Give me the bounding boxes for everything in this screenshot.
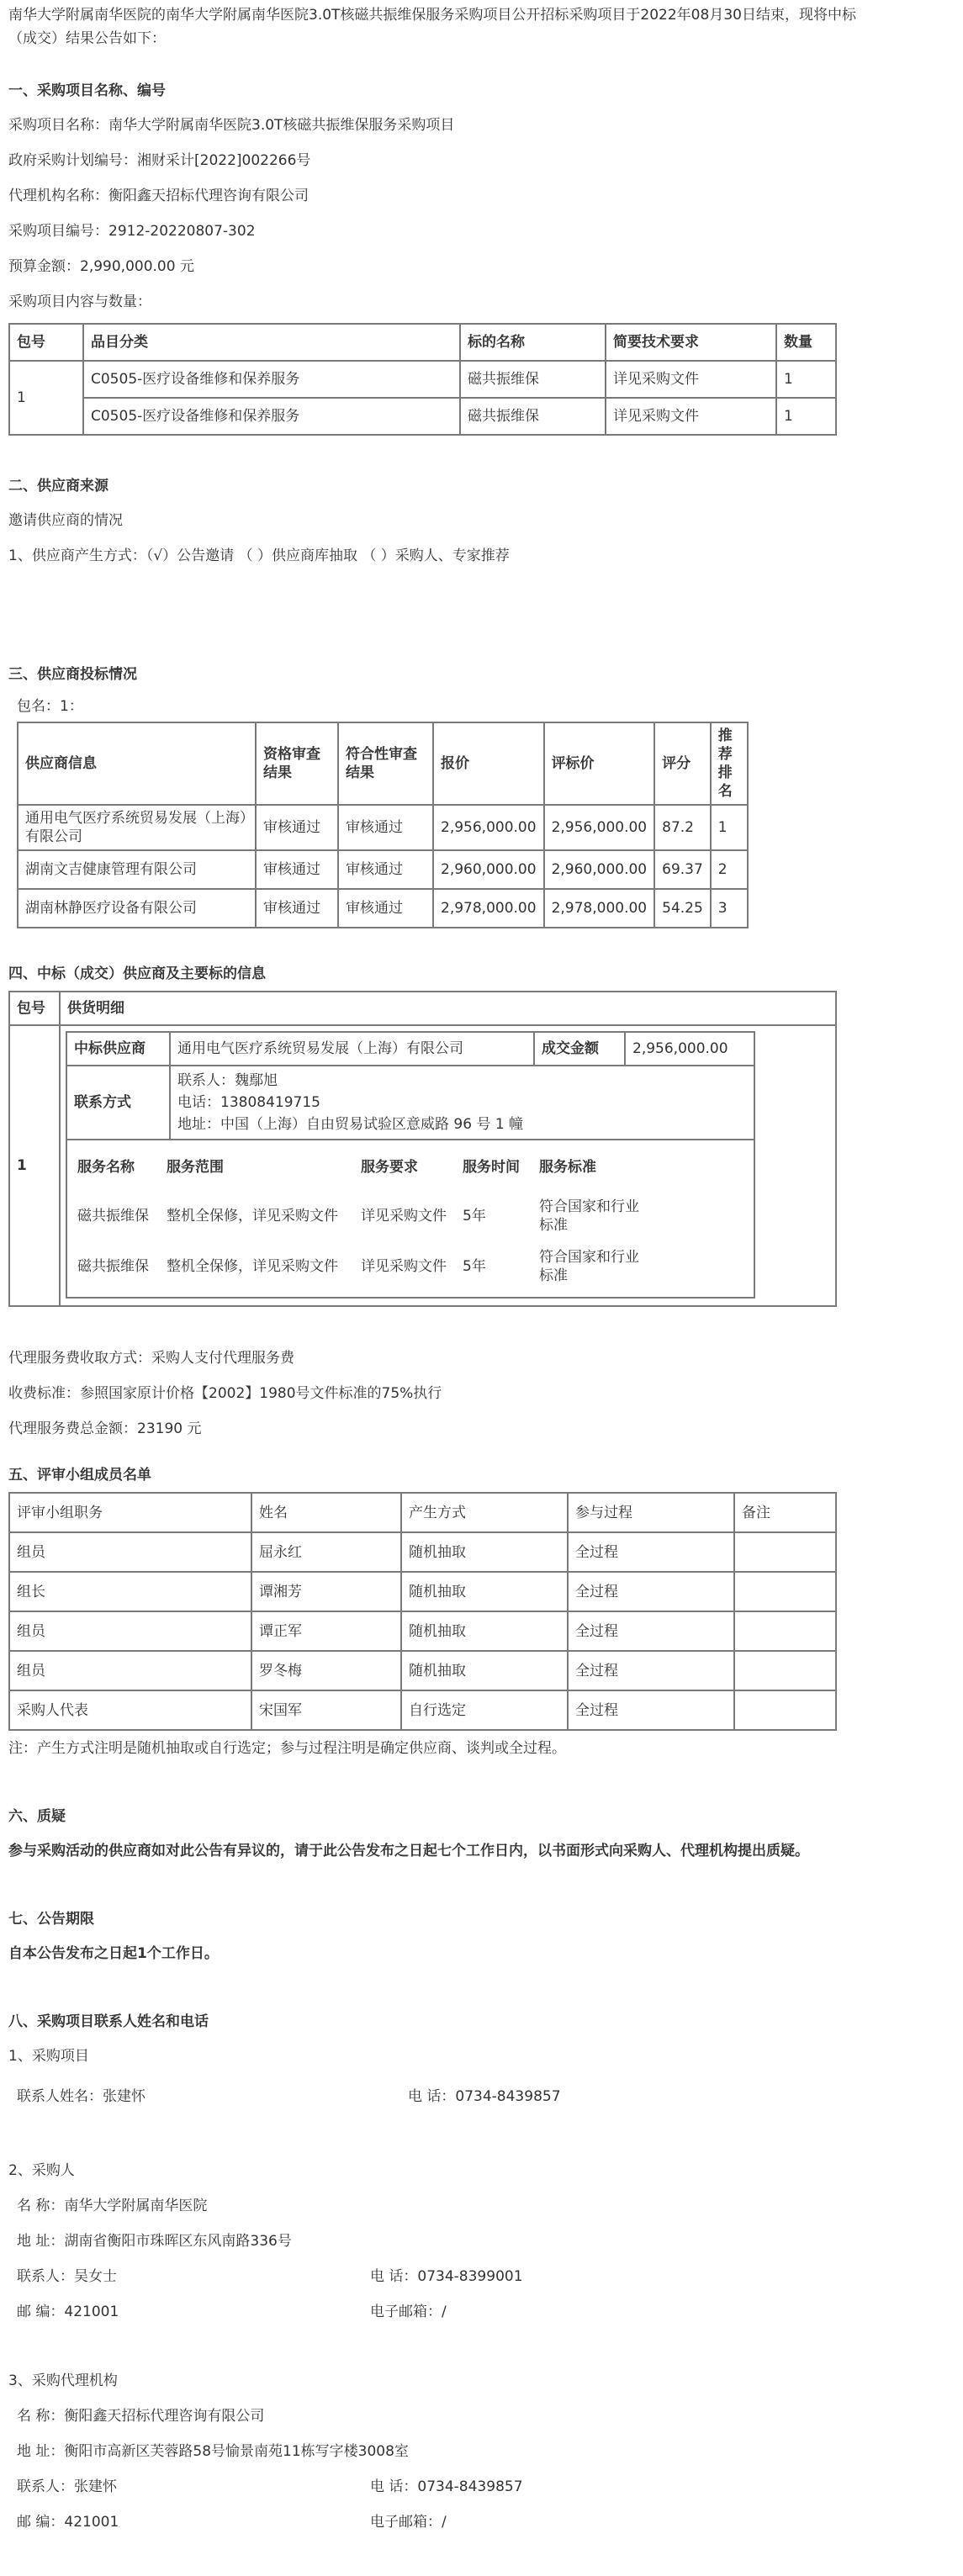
cell: 整机全保修，详见采购文件 — [167, 1208, 338, 1225]
buyer-block — [8, 2188, 955, 2330]
cell: 磁共振维保 — [77, 1208, 149, 1225]
cell: 全过程 — [568, 1611, 734, 1651]
col-conform: 符合性审查结果 — [338, 722, 433, 805]
cell: 1 — [711, 805, 748, 850]
buyer-name: 名 称：南华大学附属南华医院 — [17, 2198, 208, 2214]
table-row — [18, 805, 748, 850]
project-phone: 电 话：0734-8439857 — [408, 2088, 561, 2105]
table-row — [71, 1191, 659, 1241]
agency-name: 代理机构名称：衡阳鑫天招标代理咨询有限公司 — [8, 188, 309, 204]
cell — [734, 1611, 836, 1651]
col-pkg: 包号 — [9, 992, 60, 1025]
budget-amount: 预算金额：2,990,000.00 元 — [8, 258, 194, 275]
cell: 采购人代表 — [9, 1690, 251, 1730]
cell: 详见采购文件 — [361, 1258, 447, 1275]
buyer-zip: 邮 编：421001 — [17, 2304, 119, 2320]
agency-zip-row — [17, 2505, 955, 2540]
table-row — [66, 1032, 754, 1066]
col-method: 产生方式 — [401, 1493, 568, 1532]
cell: 审核通过 — [256, 850, 338, 889]
cell: C0505-医疗设备维修和保养服务 — [83, 398, 460, 435]
col-qty: 数量 — [776, 324, 836, 361]
contact-person: 联系人：魏鄢旭 — [177, 1072, 278, 1089]
cell: 2,956,000.00 — [544, 805, 655, 850]
panel-note: 注：产生方式注明是随机抽取或自行选定；参与过程注明是确定供应商、谈判或全过程。 — [8, 1740, 566, 1757]
table-header-row — [9, 992, 836, 1025]
table-row — [18, 889, 748, 928]
cell: 随机抽取 — [401, 1572, 568, 1611]
winner-table — [8, 991, 837, 1307]
col-eval: 评标价 — [544, 722, 655, 805]
cell: 磁共振维保 — [460, 361, 606, 398]
intro-text: 南华大学附属南华医院的南华大学附属南华医院3.0T核磁共振维保服务采购项目公开招标采购项目于2022年08月30日结束，现将中标（成交）结果公告如下： — [8, 7, 856, 47]
cell: 随机抽取 — [401, 1532, 568, 1572]
content-label: 采购项目内容与数量： — [8, 294, 151, 310]
col-pkg: 包号 — [9, 324, 83, 361]
col-score: 评分 — [654, 722, 711, 805]
col-svc-req: 服务要求 — [361, 1159, 418, 1176]
cell: 2,956,000.00 — [433, 805, 544, 850]
col-note: 备注 — [734, 1493, 836, 1532]
cell: 通用电气医疗系统贸易发展（上海）有限公司 — [18, 805, 256, 850]
table-row — [71, 1241, 659, 1292]
section-5-heading: 五、评审小组成员名单 — [8, 1467, 151, 1484]
table-row — [9, 1690, 836, 1730]
bid-table — [17, 722, 749, 928]
col-rank: 推荐排名 — [711, 722, 748, 805]
cell: 2 — [711, 850, 748, 889]
cell: 5年 — [463, 1258, 486, 1275]
pkg-cell: 1 — [9, 361, 83, 435]
cell: 组员 — [9, 1651, 251, 1690]
contact-phone: 电话：13808419715 — [177, 1094, 320, 1111]
service-cell — [66, 1140, 754, 1298]
table-row — [9, 1532, 836, 1572]
cell: 1 — [776, 361, 836, 398]
col-target: 标的名称 — [460, 324, 606, 361]
fee-standard: 收费标准：参照国家原计价格【2002】1980号文件标准的75%执行 — [8, 1385, 442, 1402]
sub-project: 1、采购项目 — [8, 2048, 89, 2065]
contact-address: 地址：中国（上海）自由贸易试验区意威路 96 号 1 幢 — [177, 1116, 524, 1133]
buyer-phone: 电 话：0734-8399001 — [370, 2268, 523, 2285]
cell: 全过程 — [568, 1651, 734, 1690]
col-svc-time: 服务时间 — [463, 1159, 520, 1176]
contact-info — [170, 1066, 754, 1140]
cell: 2,960,000.00 — [433, 850, 544, 889]
cell: 自行选定 — [401, 1690, 568, 1730]
col-svc-scope: 服务范围 — [167, 1159, 224, 1176]
project-contact: 联系人姓名：张建怀 — [17, 2088, 146, 2105]
table-row — [18, 850, 748, 889]
period-text: 自本公告发布之日起1个工作日。 — [8, 1945, 219, 1962]
agency-phone: 电 话：0734-8439857 — [370, 2478, 523, 2495]
col-supplier: 供应商信息 — [18, 722, 256, 805]
fee-total: 代理服务费总金额：23190 元 — [8, 1420, 202, 1437]
agency-contact: 联系人：张建怀 — [17, 2478, 117, 2495]
cell: 5年 — [463, 1208, 486, 1225]
cell: 屈永红 — [251, 1532, 401, 1572]
cell: 2,978,000.00 — [544, 889, 655, 928]
table-row — [66, 1140, 754, 1298]
buyer-contact-row — [17, 2259, 955, 2294]
winner-inner-table — [66, 1031, 755, 1299]
col-svc-standard: 服务标准 — [539, 1159, 596, 1176]
cell: 审核通过 — [338, 850, 433, 889]
col-qual: 资格审查结果 — [256, 722, 338, 805]
table-header-row — [18, 722, 748, 805]
cell: 罗冬梅 — [251, 1651, 401, 1690]
agency-contact-row — [17, 2469, 955, 2505]
table-header-row — [71, 1144, 659, 1191]
agency-name-line: 名 称：衡阳鑫天招标代理咨询有限公司 — [17, 2408, 265, 2425]
col-process: 参与过程 — [568, 1493, 734, 1532]
cell: 宋国军 — [251, 1690, 401, 1730]
winner-label: 中标供应商 — [66, 1032, 170, 1066]
pkg-cell: 1 — [9, 1025, 60, 1306]
cell: 全过程 — [568, 1532, 734, 1572]
project-name: 采购项目名称：南华大学附属南华医院3.0T核磁共振维保服务采购项目 — [8, 117, 455, 134]
col-price: 报价 — [433, 722, 544, 805]
cell: 3 — [711, 889, 748, 928]
project-contact-row — [8, 2079, 955, 2114]
table-header-row — [9, 1493, 836, 1532]
cell: 符合国家和行业标准 — [539, 1198, 639, 1234]
cell: 审核通过 — [338, 805, 433, 850]
table-row — [9, 1572, 836, 1611]
cell: 详见采购文件 — [361, 1208, 447, 1225]
buyer-address: 地 址：湖南省衡阳市珠晖区东风南路336号 — [17, 2233, 292, 2250]
sub-buyer: 2、采购人 — [8, 2162, 75, 2179]
cell: 符合国家和行业标准 — [539, 1249, 639, 1284]
cell — [734, 1572, 836, 1611]
cell: 组员 — [9, 1611, 251, 1651]
table-row — [9, 398, 836, 435]
cell: 整机全保修，详见采购文件 — [167, 1258, 338, 1275]
cell: 1 — [776, 398, 836, 435]
section-3-heading: 三、供应商投标情况 — [8, 666, 137, 683]
cell: 2,978,000.00 — [433, 889, 544, 928]
section-6-heading: 六、质疑 — [8, 1808, 66, 1825]
project-number: 采购项目编号：2912-20220807-302 — [8, 223, 256, 240]
amount-label: 成交金额 — [534, 1032, 625, 1066]
amount-value: 2,956,000.00 — [625, 1032, 754, 1066]
agency-zip: 邮 编：421001 — [17, 2514, 119, 2531]
fee-method: 代理服务费收取方式：采购人支付代理服务费 — [8, 1350, 294, 1367]
sub-agency: 3、采购代理机构 — [8, 2372, 118, 2389]
table-row — [66, 1066, 754, 1140]
cell — [734, 1690, 836, 1730]
cell: 审核通过 — [338, 889, 433, 928]
section-1-heading: 一、采购项目名称、编号 — [8, 82, 166, 99]
cell: 随机抽取 — [401, 1611, 568, 1651]
contact-label: 联系方式 — [66, 1066, 170, 1140]
cell: 审核通过 — [256, 889, 338, 928]
agency-email: 电子邮箱：/ — [370, 2514, 447, 2531]
cell: 2,960,000.00 — [544, 850, 655, 889]
cell: 全过程 — [568, 1572, 734, 1611]
section-8-heading: 八、采购项目联系人姓名和电话 — [8, 2013, 209, 2030]
package-label: 包名：1： — [17, 698, 83, 715]
challenge-text: 参与采购活动的供应商如对此公告有异议的，请于此公告发布之日起七个工作日内，以书面形式向采购人、代理机构提出质疑。 — [8, 1843, 809, 1859]
table-row — [9, 1611, 836, 1651]
cell: 磁共振维保 — [77, 1258, 149, 1275]
cell: 磁共振维保 — [460, 398, 606, 435]
agency-block — [8, 2399, 955, 2540]
cell: 审核通过 — [256, 805, 338, 850]
col-role: 评审小组职务 — [9, 1493, 251, 1532]
col-category: 品目分类 — [83, 324, 460, 361]
panel-table — [8, 1492, 837, 1731]
detail-cell — [60, 1025, 836, 1306]
agency-address: 地 址：衡阳市高新区芙蓉路58号愉景南苑11栋写字楼3008室 — [17, 2443, 409, 2460]
cell: 全过程 — [568, 1690, 734, 1730]
table-row — [9, 361, 836, 398]
cell: 详见采购文件 — [606, 398, 776, 435]
buyer-contact: 联系人：吴女士 — [17, 2268, 117, 2285]
table-row — [9, 1651, 836, 1690]
cell: C0505-医疗设备维修和保养服务 — [83, 361, 460, 398]
col-svc-name: 服务名称 — [77, 1159, 135, 1176]
col-tech: 简要技术要求 — [606, 324, 776, 361]
section-2-heading: 二、供应商来源 — [8, 478, 108, 495]
winner-name: 通用电气医疗系统贸易发展（上海）有限公司 — [170, 1032, 534, 1066]
section-7-heading: 七、公告期限 — [8, 1911, 94, 1928]
cell — [734, 1651, 836, 1690]
cell — [734, 1532, 836, 1572]
service-table — [71, 1144, 659, 1292]
cell: 69.37 — [654, 850, 711, 889]
table-header-row — [9, 324, 836, 361]
col-name: 姓名 — [251, 1493, 401, 1532]
cell: 湖南文吉健康管理有限公司 — [18, 850, 256, 889]
invite-label: 邀请供应商的情况 — [8, 512, 123, 529]
cell: 87.2 — [654, 805, 711, 850]
cell: 54.25 — [654, 889, 711, 928]
cell: 组长 — [9, 1572, 251, 1611]
plan-number: 政府采购计划编号：湘财采计[2022]002266号 — [8, 152, 311, 169]
cell: 随机抽取 — [401, 1651, 568, 1690]
items-table — [8, 323, 837, 436]
cell: 谭正军 — [251, 1611, 401, 1651]
cell: 湖南林静医疗设备有限公司 — [18, 889, 256, 928]
buyer-zip-row — [17, 2294, 955, 2330]
section-4-heading: 四、中标（成交）供应商及主要标的信息 — [8, 965, 266, 982]
cell: 详见采购文件 — [606, 361, 776, 398]
buyer-email: 电子邮箱：/ — [370, 2304, 447, 2320]
col-detail: 供货明细 — [60, 992, 836, 1025]
table-row — [9, 1025, 836, 1306]
cell: 谭湘芳 — [251, 1572, 401, 1611]
cell: 组员 — [9, 1532, 251, 1572]
supplier-method: 1、供应商产生方式：（√）公告邀请 （ ）供应商库抽取 （ ）采购人、专家推荐 — [8, 547, 510, 564]
